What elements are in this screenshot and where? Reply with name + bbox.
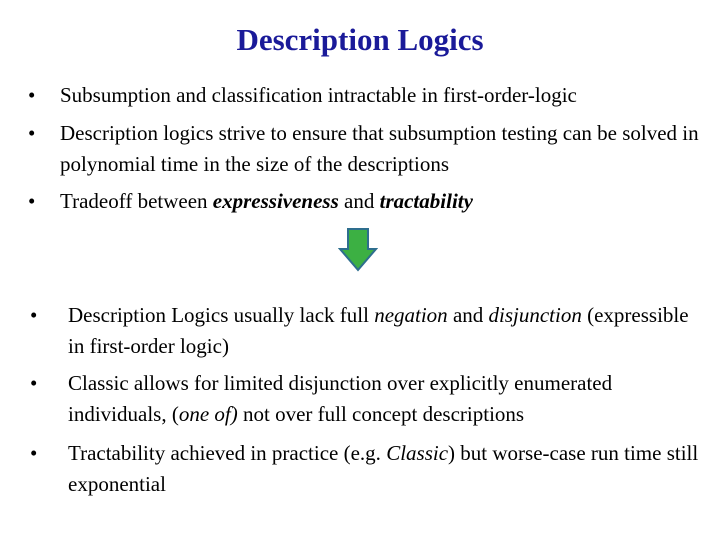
slide-title: Description Logics <box>236 22 484 57</box>
down-arrow-icon <box>338 228 378 272</box>
bullet-text <box>60 186 700 217</box>
bullet-text <box>60 118 700 180</box>
bullet-text <box>60 80 700 111</box>
bullet-text <box>68 300 708 362</box>
bullet-dot: • <box>28 189 36 213</box>
bullet-dot: • <box>30 303 38 327</box>
bullet-dot: • <box>28 83 36 107</box>
bullet-text <box>68 368 708 430</box>
text-run: and <box>338 189 380 213</box>
emphasis-negation: negation <box>374 303 448 327</box>
bullet-text <box>68 438 708 500</box>
text-run: and <box>447 303 489 327</box>
text-run: Description Logics usually lack full <box>68 303 375 327</box>
text-run: Tradeoff between <box>60 189 213 213</box>
bullet-dot: • <box>30 441 38 465</box>
text-run: Classic allows for limited disjunction over explicitly enumerated individuals, ( <box>68 371 613 426</box>
text-run: Subsumption and classification intractable in first-order-logic <box>60 83 577 107</box>
emphasis-one-of: one of) <box>178 402 238 426</box>
bullet-dot: • <box>30 371 38 395</box>
text-run: (expressible in first-order logic) <box>68 303 689 358</box>
emphasis-expressiveness: expressiveness <box>212 189 339 213</box>
text-run: not over full concept descriptions <box>237 402 525 426</box>
text-run: Description logics strive to ensure that subsumption testing can be solved in polynomial time in the size of the descriptions <box>60 121 699 176</box>
text-run: Tractability achieved in practice (e.g. <box>68 441 387 465</box>
bullet-dot: • <box>28 121 36 145</box>
emphasis-tractability: tractability <box>379 189 473 213</box>
text-run: ) but worse-case run time still exponential <box>68 441 699 496</box>
emphasis-classic: Classic <box>386 441 449 465</box>
emphasis-disjunction: disjunction <box>488 303 582 327</box>
